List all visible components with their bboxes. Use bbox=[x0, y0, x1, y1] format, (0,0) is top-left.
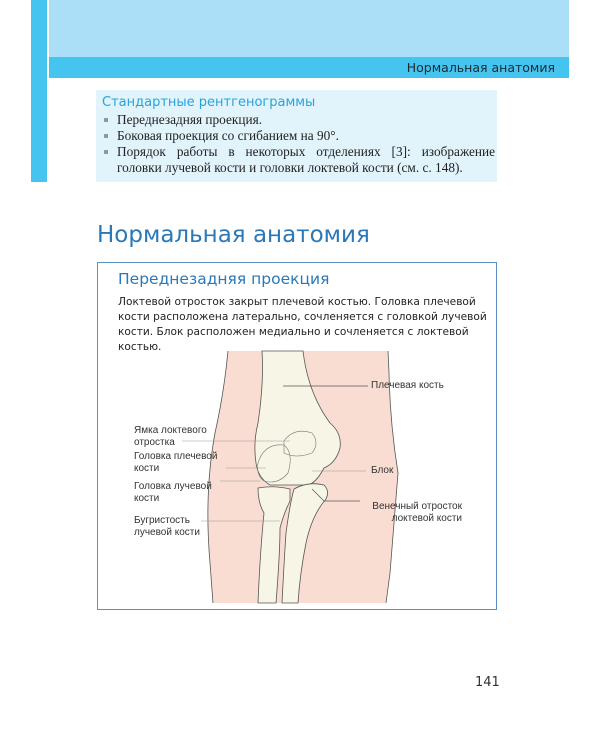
running-title: Нормальная анатомия bbox=[406, 60, 555, 75]
list-item: Порядок работы в некоторых отделениях [3]: изображение головки лучевой кости и головки локтевой кости (см. с. 148). bbox=[102, 144, 495, 176]
standard-xrays-list bbox=[102, 112, 495, 176]
label-coronoid-process: Венечный отросток локтевой кости bbox=[372, 501, 462, 524]
label-radial-head: Головка лучевой кости bbox=[134, 481, 212, 504]
figure-description: Локтевой отросток закрыт плечевой костью. Головка плечевой кости расположена латерально, сочленяется с головкой лучевой кости. Блок расположен медиально и сочленяется с локтевой костью. bbox=[118, 296, 487, 353]
figure-title: Переднезадняя проекция bbox=[118, 270, 330, 288]
label-olecranon-fossa: Ямка локтевого отростка bbox=[134, 425, 207, 448]
chapter-tab-bar bbox=[31, 0, 47, 182]
figure-box bbox=[97, 262, 497, 610]
standard-xrays-box bbox=[96, 90, 497, 182]
list-item: Переднезадняя проекция. bbox=[102, 112, 495, 128]
running-header bbox=[49, 57, 569, 78]
page-number: 141 bbox=[475, 675, 500, 690]
section-title: Нормальная анатомия bbox=[97, 222, 370, 248]
list-item: Боковая проекция со сгибанием на 90°. bbox=[102, 128, 495, 144]
top-color-band bbox=[49, 0, 569, 57]
label-humerus: Плечевая кость bbox=[371, 380, 444, 391]
standard-xrays-title: Стандартные рентгенограммы bbox=[102, 95, 316, 110]
label-trochlea: Блок bbox=[371, 465, 394, 476]
label-radial-tuberosity: Бугристость лучевой кости bbox=[134, 515, 200, 538]
label-capitulum: Головка плечевой кости bbox=[134, 451, 218, 474]
